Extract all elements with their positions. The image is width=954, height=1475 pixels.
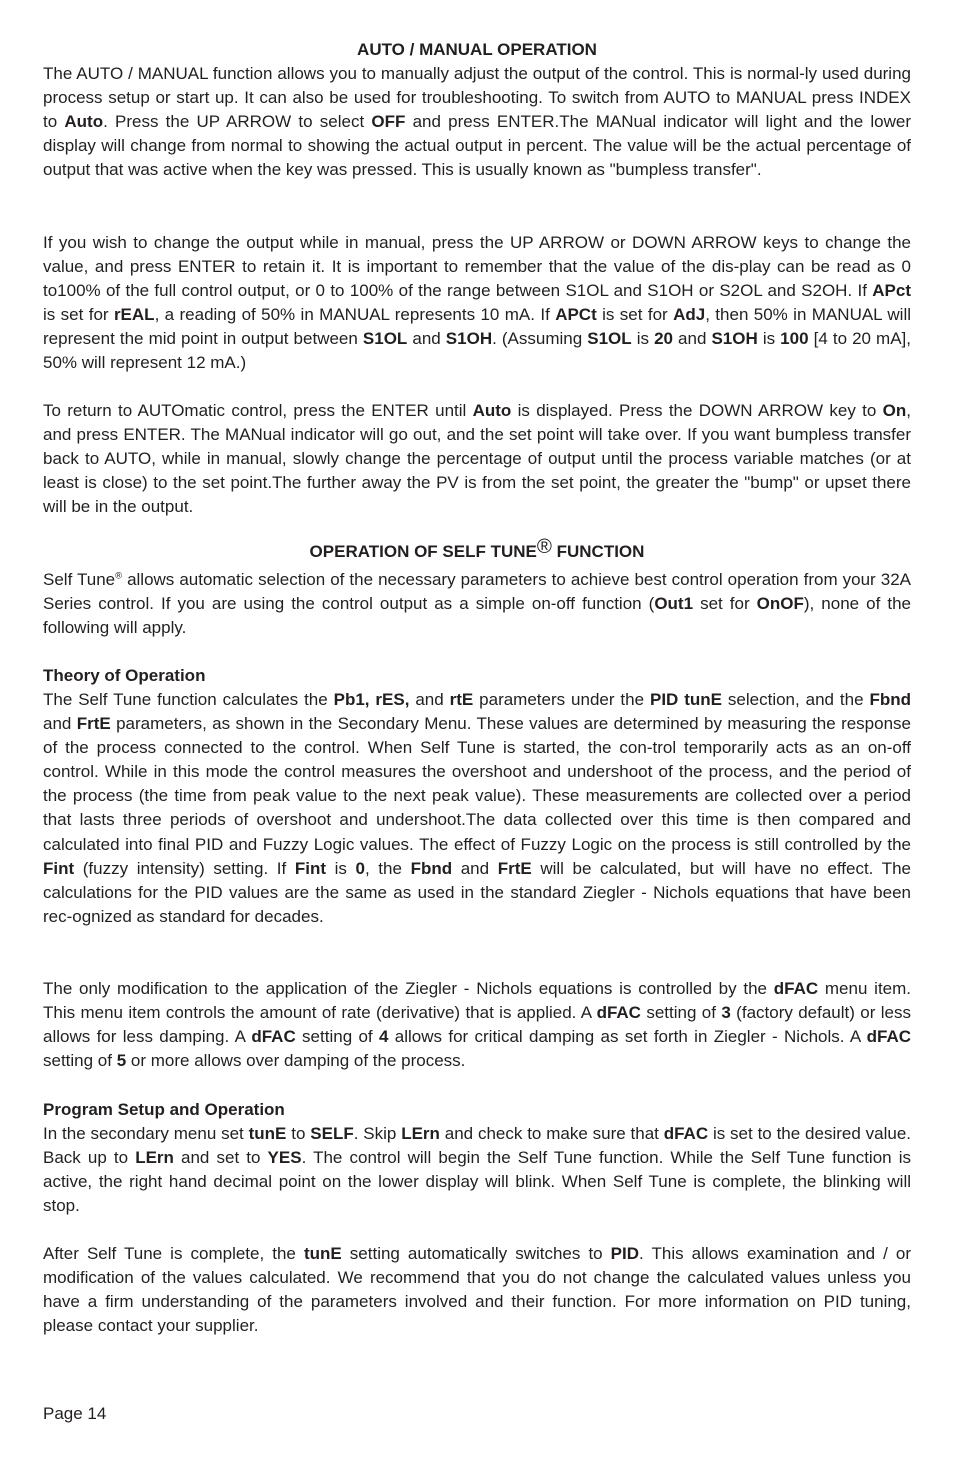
text-run: and xyxy=(43,714,77,734)
text-run: The Self Tune function calculates the xyxy=(43,690,334,709)
bold-term: Fint xyxy=(294,858,326,878)
bold-term: Fbnd xyxy=(410,858,453,878)
text-run: . (Assuming xyxy=(492,329,588,349)
text-run: , and press ENTER. The MANual indicator will go out, and the set point will take over. If you want bumpless transfer back to AUTO, while in manual, slowly change the percentage of output until the process variable matches (or at least is close) to the set point.The further away the PV is from the set point, the greater the "bump" or upset there will be in the output. xyxy=(43,401,911,517)
text-run: allows automatic selection of the necessary parameters to achieve best control operation from your 32A Series control. If you are using the control output as a simple on-off function ( xyxy=(43,570,911,614)
bold-term: dFAC xyxy=(596,1003,641,1023)
bold-term: 0 xyxy=(355,858,365,878)
text-run: , a reading of 50% in MANUAL represents 10 mA. If xyxy=(154,305,556,325)
text-run: selection, and the xyxy=(722,690,870,709)
text-run: set for xyxy=(693,594,757,614)
bold-term: dFAC xyxy=(773,979,819,998)
heading-theory-of-operation: Theory of Operation xyxy=(43,666,206,685)
bold-term: tunE xyxy=(303,1244,342,1263)
text-run: is set to the desired value. Back up to xyxy=(43,1124,912,1168)
bold-term: dFAC xyxy=(251,1027,296,1047)
bold-term: Auto xyxy=(472,401,512,420)
text-run: Self Tune xyxy=(43,570,116,589)
bold-term: S1OH xyxy=(711,329,758,349)
text-run: (factory default) or less allows for less damping. A xyxy=(43,1003,912,1047)
paragraph-return-to-auto xyxy=(43,399,911,519)
text-run: ), none of the following will apply. xyxy=(43,594,912,638)
bold-term: Pb1, rES, xyxy=(333,690,410,709)
text-run: To return to AUTOmatic control, press the ENTER until xyxy=(43,401,473,420)
bold-term: Fint xyxy=(43,858,75,878)
paragraph-manual-output-change xyxy=(43,231,911,376)
text-run: setting of xyxy=(295,1027,379,1047)
bold-term: 100 xyxy=(780,329,809,349)
text-run: and set to xyxy=(173,1148,268,1168)
bold-term: Auto xyxy=(64,112,104,132)
bold-term: LErn xyxy=(135,1148,174,1168)
text-run: and check to make sure that xyxy=(439,1124,664,1143)
bold-term: 20 xyxy=(654,329,673,349)
bold-term: AdJ xyxy=(673,305,706,325)
bold-term: Out1 xyxy=(654,594,694,614)
text-run: and press ENTER.The MANual indicator will light and the lower display will change from normal to showing the actual output in percent. The value will be the actual percentage of output that was active when the key was pressed. This is usually known as "bumpless transfer". xyxy=(43,112,911,180)
bold-term: 5 xyxy=(116,1051,127,1071)
text-run: After Self Tune is complete, the xyxy=(43,1244,304,1263)
text-run: . Press the UP ARROW to select xyxy=(103,112,372,132)
text-run: and xyxy=(672,329,712,349)
bold-term: 3 xyxy=(721,1003,731,1023)
paragraph-auto-manual-intro xyxy=(43,62,911,182)
bold-term: FrtE xyxy=(497,858,532,878)
bold-term: PID tunE xyxy=(649,690,722,709)
paragraph-self-tune-intro xyxy=(43,568,911,640)
text-run: menu item. This menu item controls the amount of rate (derivative) that is applied. A xyxy=(43,979,912,1023)
text-run: is xyxy=(631,329,655,349)
text-run: [4 to 20 mA], 50% will represent 12 mA.) xyxy=(43,329,911,373)
text-run: and xyxy=(452,858,498,878)
text-run: , the xyxy=(364,858,411,878)
bold-term: tunE xyxy=(248,1124,287,1143)
registered-mark: ® xyxy=(536,536,552,558)
bold-term: Fbnd xyxy=(869,690,911,709)
text-run: is displayed. Press the DOWN ARROW key to xyxy=(511,401,883,420)
bold-term: APct xyxy=(872,281,911,301)
bold-term: YES xyxy=(267,1148,302,1168)
text-run: to xyxy=(286,1124,311,1143)
bold-term: On xyxy=(882,401,907,420)
paragraph-setup-1 xyxy=(43,1122,911,1218)
bold-term: S1OH xyxy=(445,329,493,349)
text-run: setting of xyxy=(43,1051,117,1071)
bold-term: LErn xyxy=(401,1124,440,1143)
bold-term: SELF xyxy=(310,1124,354,1143)
text-run: and xyxy=(407,329,446,349)
text-run: is set for xyxy=(596,305,674,325)
text-run: , then 50% in MANUAL will represent the mid point in output between xyxy=(43,305,911,349)
text-run: If you wish to change the output while in manual, press the UP ARROW or DOWN ARROW keys to change the value, and press ENTER to retain it. It is important to remember that the value of the dis-play can be read as 0 to100% of the full control output, or 0 to 100% of the range between S1OL and S1OH or S2OL and S2OH. If xyxy=(43,233,911,301)
text-run: . The control will begin the Self Tune function. While the Self Tune function is active, the right hand decimal point on the lower display will blink. When Self Tune is complete, the blinking will stop. xyxy=(43,1148,911,1216)
bold-term: S1OL xyxy=(587,329,632,349)
paragraph-theory-1 xyxy=(43,688,911,929)
bold-term: 4 xyxy=(378,1027,389,1047)
text-run: will be calculated, but will have no effect. The calculations for the PID values are the same as used in the standard Ziegler - Nichols equations that have been rec-ognized as standard for decades. xyxy=(43,858,911,926)
bold-term: APCt xyxy=(555,305,597,325)
program-setup-block xyxy=(43,1098,911,1218)
theory-of-operation-block xyxy=(43,664,911,929)
section-title-auto-manual: AUTO / MANUAL OPERATION xyxy=(357,40,597,59)
heading-program-setup: Program Setup and Operation xyxy=(43,1100,285,1119)
bold-term: FrtE xyxy=(76,714,111,734)
bold-term: PID xyxy=(610,1244,640,1263)
text-run: is xyxy=(757,329,781,349)
bold-term: OFF xyxy=(371,112,406,132)
bold-term: OnOF xyxy=(756,594,804,614)
text-run: . Skip xyxy=(353,1124,402,1143)
text-run: (fuzzy intensity) setting. If xyxy=(74,858,295,878)
registered-mark: ® xyxy=(115,570,123,581)
text-run: allows for critical damping as set forth in Ziegler - Nichols. A xyxy=(388,1027,867,1047)
text-run: setting of xyxy=(640,1003,722,1023)
bold-term: S1OL xyxy=(362,329,408,349)
text-run: parameters under the xyxy=(473,690,650,709)
paragraph-setup-2 xyxy=(43,1242,911,1338)
text-run: In the secondary menu set xyxy=(43,1124,249,1143)
text-run: The AUTO / MANUAL function allows you to manually adjust the output of the control. This is normal-ly used during process setup or start up. It can also be used for troubleshooting. To switch from AUTO to MANUAL press INDEX to xyxy=(43,64,911,132)
text-run: . This allows examination and / or modification of the values calculated. We recommend that you do not change the calculated values unless you have a firm understanding of the parameters involved and their function. For more information on PID tuning, please contact your supplier. xyxy=(43,1244,911,1336)
text-run: The only modification to the application of the Ziegler - Nichols equations is controlled by the xyxy=(43,979,774,998)
bold-term: rtE xyxy=(449,690,474,709)
text-run: is xyxy=(326,858,356,878)
text-run: and xyxy=(409,690,450,709)
text-run: or more allows over damping of the process. xyxy=(126,1051,466,1071)
section-title-self-tune: OPERATION OF SELF TUNE® FUNCTION xyxy=(309,536,645,561)
text-run: is set for xyxy=(43,305,114,325)
bold-term: dFAC xyxy=(663,1124,709,1143)
bold-term: dFAC xyxy=(866,1027,911,1047)
bold-term: rEAL xyxy=(113,305,155,325)
text-run: parameters, as shown in the Secondary Menu. These values are determined by measuring the response of the process connected to the control. When Self Tune is started, the con-trol temporarily acts as an on-off control. While in this mode the control measures the overshoot and undershoot of the process, and the period of the process (the time from peak value to the next peak value). These measurements are collected over a period that lasts three periods of overshoot and undershoot.The data collected over this time is then compared and calculated into final PID and Fuzzy Logic values. The effect of Fuzzy Logic on the process is still controlled by the xyxy=(43,714,911,854)
page-number: Page 14 xyxy=(43,1404,107,1423)
paragraph-theory-2 xyxy=(43,977,911,1073)
text-run: setting automatically switches to xyxy=(341,1244,611,1263)
